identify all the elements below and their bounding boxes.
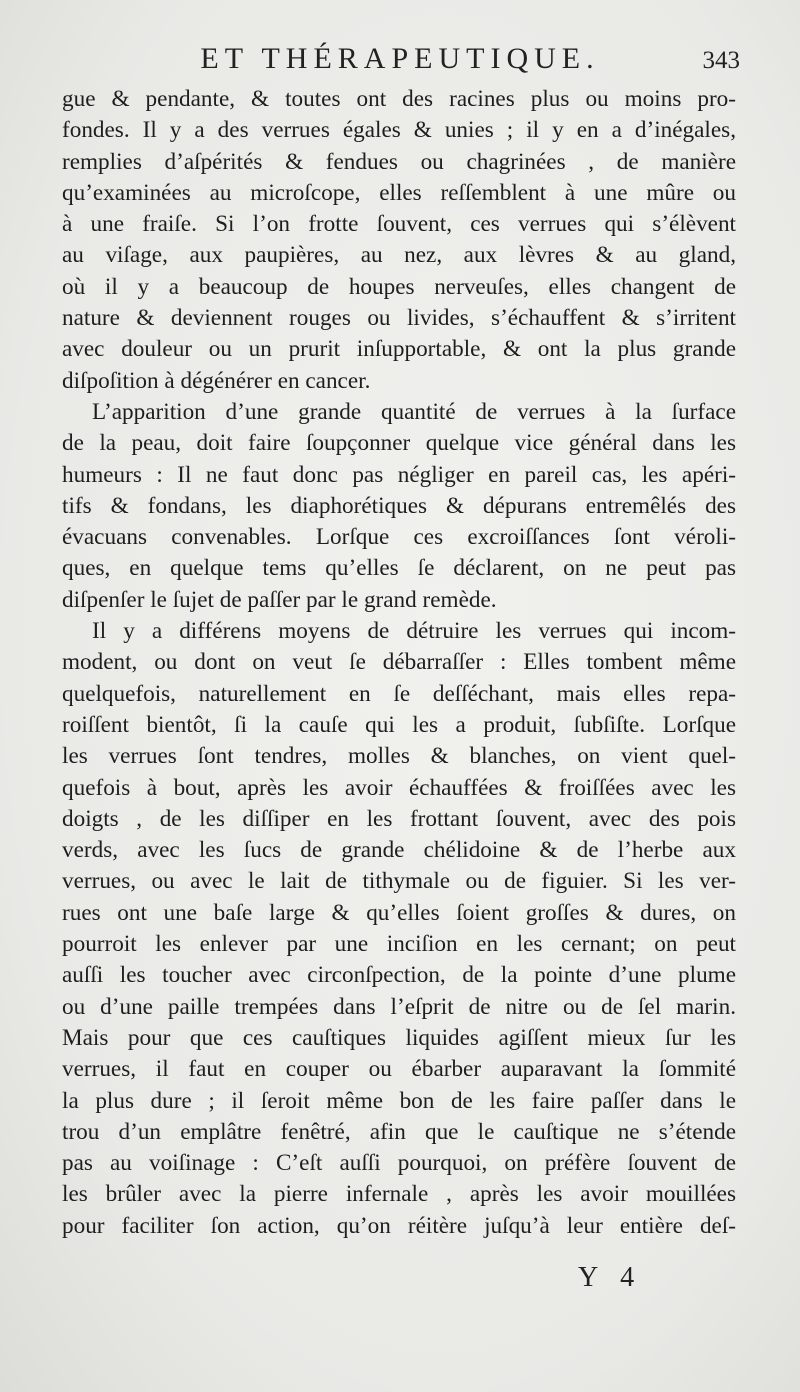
- text-line: diſpoſition à dégénérer en cancer.: [62, 367, 371, 394]
- text-line: ou d’une paille trempées dans l’eſprit de nitre ou de ſel marin.: [62, 993, 736, 1020]
- text-line: verrues, ou avec le lait de tithymale ou de figuier. Si les ver-: [62, 868, 736, 895]
- text-line: les verrues ſont tendres, molles & blanches, on vient quel-: [62, 743, 736, 770]
- text-line: évacuans convenables. Lorſque ces excroiſſances ſont véroli-: [62, 524, 736, 551]
- text-line: tifs & fondans, les diaphorétiques & dépurans entremêlés des: [62, 492, 736, 519]
- text-line: la plus dure ; il ſeroit même bon de les faire paſſer dans le: [62, 1087, 736, 1114]
- text-line: humeurs : Il ne faut donc pas négliger en pareil cas, les apéri-: [62, 461, 736, 488]
- text-line: nature & deviennent rouges ou livides, s’échauffent & s’irritent: [62, 305, 736, 332]
- text-line: au viſage, aux paupières, au nez, aux lèvres & au gland,: [62, 242, 736, 269]
- body-text: [62, 84, 736, 1242]
- text-line: où il y a beaucoup de houpes nerveuſes, elles changent de: [62, 273, 736, 300]
- text-line: auſſi les toucher avec circonſpection, de la pointe d’une plume: [62, 962, 736, 989]
- text-line: doigts , de les diſſiper en les frottant ſouvent, avec des pois: [62, 805, 736, 832]
- text-line: avec douleur ou un prurit inſupportable, & ont la plus grande: [62, 336, 736, 363]
- paragraph: [62, 397, 736, 616]
- text-line: Mais pour que ces cauſtiques liquides agiſſent mieux ſur les: [62, 1024, 736, 1051]
- text-line: rues ont une baſe large & qu’elles ſoient groſſes & dures, on: [62, 899, 736, 926]
- text-line: L’apparition d’une grande quantité de verrues à la ſurface: [92, 398, 736, 425]
- text-line: les brûler avec la pierre infernale , après les avoir mouillées: [62, 1181, 736, 1208]
- text-line: roiſſent bientôt, ſi la cauſe qui les a produit, ſubſiſte. Lorſque: [62, 711, 736, 738]
- text-line: pas au voiſinage : C’eſt auſſi pourquoi, on préfère ſouvent de: [62, 1150, 736, 1177]
- text-line: remplies d’aſpérités & fendues ou chagrinées , de manière: [62, 148, 736, 175]
- text-line: qu’examinées au microſcope, elles reſſemblent à une mûre ou: [62, 179, 736, 206]
- text-line: à une fraiſe. Si l’on frotte ſouvent, ces verrues qui s’élèvent: [62, 211, 736, 238]
- signature-mark: Y 4: [578, 1262, 643, 1293]
- text-line: fondes. Il y a des verrues égales & unies ; il y en a d’inégales,: [62, 117, 736, 144]
- text-line: modent, ou dont on veut ſe débarraſſer : Elles tombent même: [62, 649, 736, 676]
- text-line: verds, avec les ſucs de grande chélidoine & de l’herbe aux: [62, 837, 736, 864]
- text-line: pour faciliter ſon action, qu’on réitère juſqu’à leur entière deſ-: [62, 1212, 736, 1239]
- text-line: quelquefois, naturellement en ſe deſſéchant, mais elles repa-: [62, 680, 736, 707]
- text-line: pourroit les enlever par une inciſion en les cernant; on peut: [62, 931, 736, 958]
- text-line: Il y a différens moyens de détruire les verrues qui incom-: [92, 618, 736, 645]
- text-line: de la peau, doit faire ſoupçonner quelque vice général dans les: [62, 430, 736, 457]
- text-line: trou d’un emplâtre fenêtré, afin que le cauſtique ne s’étende: [62, 1118, 736, 1145]
- text-line: gue & pendante, & toutes ont des racines plus ou moins pro-: [62, 86, 736, 112]
- text-line: quefois à bout, après les avoir échauffées & froiſſées avec les: [62, 774, 736, 801]
- page-number: 343: [702, 47, 740, 74]
- paragraph: [62, 616, 736, 1242]
- text-line: diſpenſer le ſujet de paſſer par le grand remède.: [62, 586, 497, 613]
- text-line: verrues, il faut en couper ou ébarber auparavant la ſommité: [62, 1056, 736, 1083]
- text-line: ques, en quelque tems qu’elles ſe déclarent, on ne peut pas: [62, 555, 736, 582]
- running-title: ET THÉRAPEUTIQUE.: [200, 42, 600, 75]
- paragraph: [62, 84, 736, 397]
